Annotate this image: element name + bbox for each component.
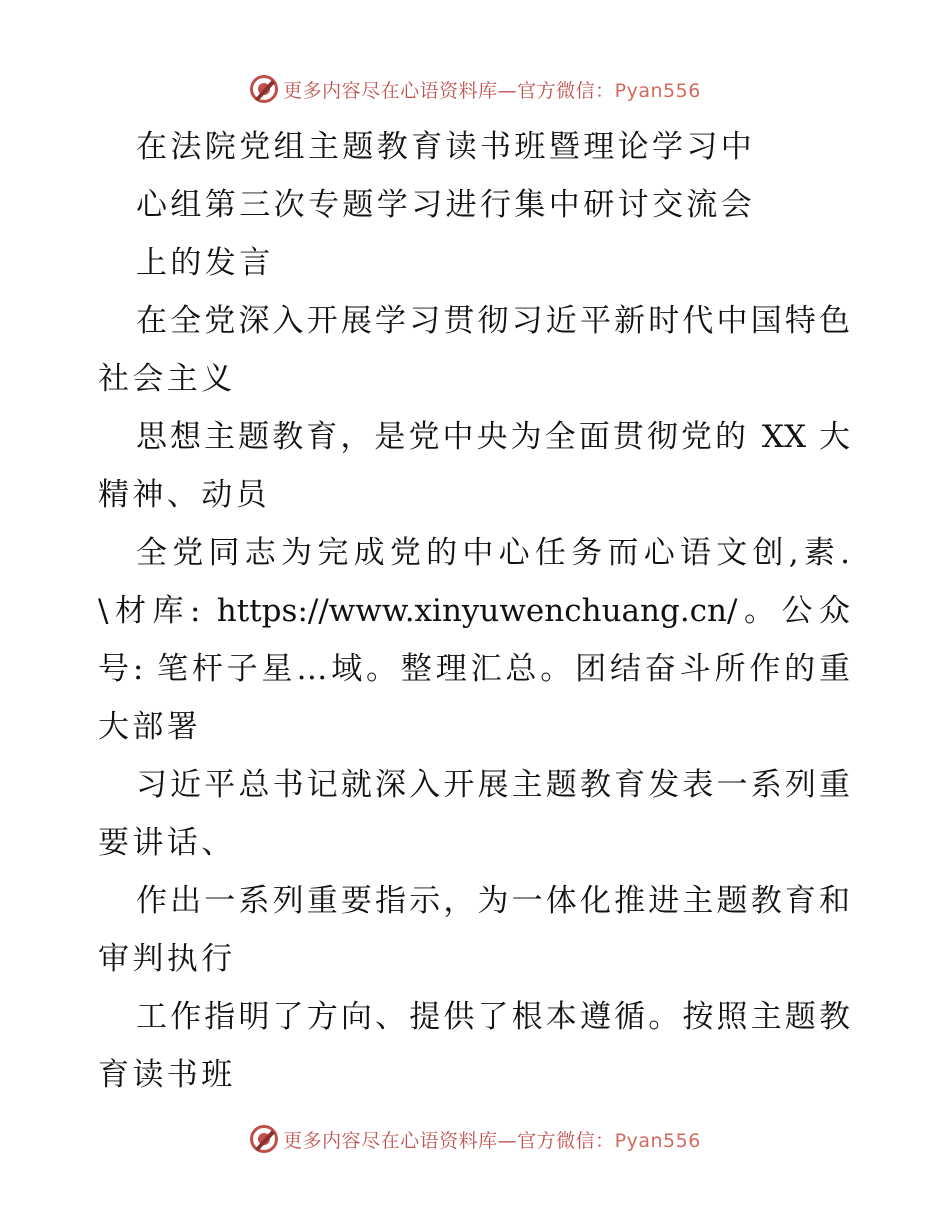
brand-logo-icon [249,1124,279,1154]
text-line: 精神、动员 [98,477,270,513]
text-line: 工作指明了方向、提供了根本遵循。按照主题教 [136,999,850,1035]
text-line: 要讲话、 [98,825,236,861]
header-watermark [0,72,950,106]
watermark-text: 更多内容尽在心语资料库—官方微信： [283,79,615,102]
text-line: 习近平总书记就深入开展主题教育发表一系列重 [136,767,850,803]
text-line: 上的发言 [136,245,274,281]
text-line: 心组第三次专题学习进行集中研讨交流会 [136,187,756,223]
text-line: 作出一系列重要指示，为一体化推进主题教育和 [136,883,850,919]
document-body [98,118,850,1104]
text-line: 在法院党组主题教育读书班暨理论学习中 [136,129,756,165]
watermark-wechat-id: Pyan556 [614,1129,701,1152]
text-line: 大部署 [98,709,202,745]
text-line: 社会主义 [98,361,236,397]
text-line: 思想主题教育，是党中央为全面贯彻党的 XX 大 [136,419,850,455]
text-line: 育读书班 [98,1057,236,1093]
text-line: \材库: https://www.xinyuwenchuang.cn/。公众 [98,593,850,629]
watermark-text: 更多内容尽在心语资料库—官方微信： [283,1129,615,1152]
brand-logo-icon [249,74,279,104]
footer-watermark [0,1122,950,1156]
text-line: 在全党深入开展学习贯彻习近平新时代中国特色 [136,303,850,339]
watermark-wechat-id: Pyan556 [614,79,701,102]
text-line: 审判执行 [98,941,236,977]
text-line: 号: 笔杆子星…域。整理汇总。团结奋斗所作的重 [98,651,850,687]
text-line: 全党同志为完成党的中心任务而心语文创,素. [136,535,850,571]
